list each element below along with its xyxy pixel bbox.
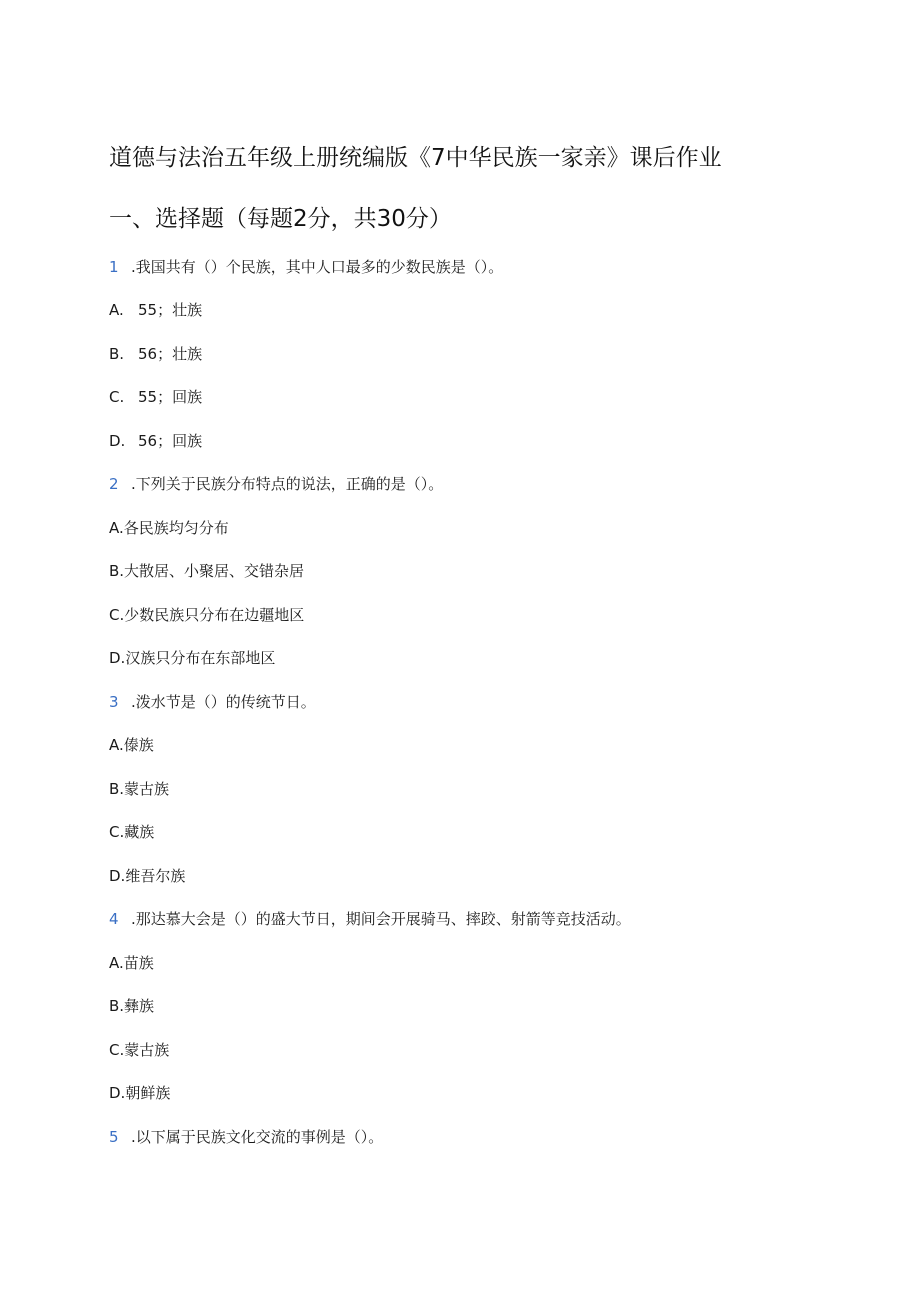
question-text: .我国共有（）个民族，其中人口最多的少数民族是（）。 (131, 258, 504, 276)
question-text: .下列关于民族分布特点的说法，正确的是（）。 (131, 475, 444, 493)
option-4d: D.朝鲜族 (109, 1084, 171, 1102)
question-3 (109, 691, 316, 712)
option-4b: B.彝族 (109, 997, 155, 1015)
question-number: 3 (109, 693, 119, 711)
option-text: 55；回族 (138, 388, 203, 406)
option-letter: D. (109, 432, 126, 450)
option-1b (109, 343, 202, 364)
option-letter: C. (109, 388, 125, 406)
option-1a (109, 299, 202, 320)
section-heading: 一、选择题（每题2分，共30分） (109, 206, 452, 232)
question-4 (109, 908, 631, 929)
option-3b: B.蒙古族 (109, 780, 170, 798)
option-3d: D.维吾尔族 (109, 867, 186, 885)
option-4c: C.蒙古族 (109, 1041, 170, 1059)
option-2a: A.各民族均匀分布 (109, 519, 229, 537)
question-number: 2 (109, 475, 119, 493)
option-2b: B.大散居、小聚居、交错杂居 (109, 562, 305, 580)
question-2 (109, 473, 443, 494)
option-letter: B. (109, 345, 125, 363)
option-1d (109, 430, 202, 451)
question-1 (109, 256, 503, 277)
option-3a: A.傣族 (109, 736, 154, 754)
option-2c: C.少数民族只分布在边疆地区 (109, 606, 305, 624)
question-text: .那达慕大会是（）的盛大节日，期间会开展骑马、摔跤、射箭等竞技活动。 (131, 910, 631, 928)
option-4a: A.苗族 (109, 954, 154, 972)
option-text: 55；壮族 (138, 301, 203, 319)
question-text: .泼水节是（）的传统节日。 (131, 693, 316, 711)
option-1c (109, 386, 202, 407)
question-number: 4 (109, 910, 119, 928)
option-letter: A. (109, 301, 124, 319)
option-text: 56；壮族 (138, 345, 203, 363)
question-number: 1 (109, 258, 119, 276)
option-3c: C.藏族 (109, 823, 155, 841)
question-number: 5 (109, 1128, 119, 1146)
option-text: 56；回族 (138, 432, 203, 450)
question-text: .以下属于民族文化交流的事例是（）。 (131, 1128, 384, 1146)
option-2d: D.汉族只分布在东部地区 (109, 649, 276, 667)
document-title: 道德与法治五年级上册统编版《7中华民族一家亲》课后作业 (109, 145, 722, 171)
question-5 (109, 1126, 383, 1147)
